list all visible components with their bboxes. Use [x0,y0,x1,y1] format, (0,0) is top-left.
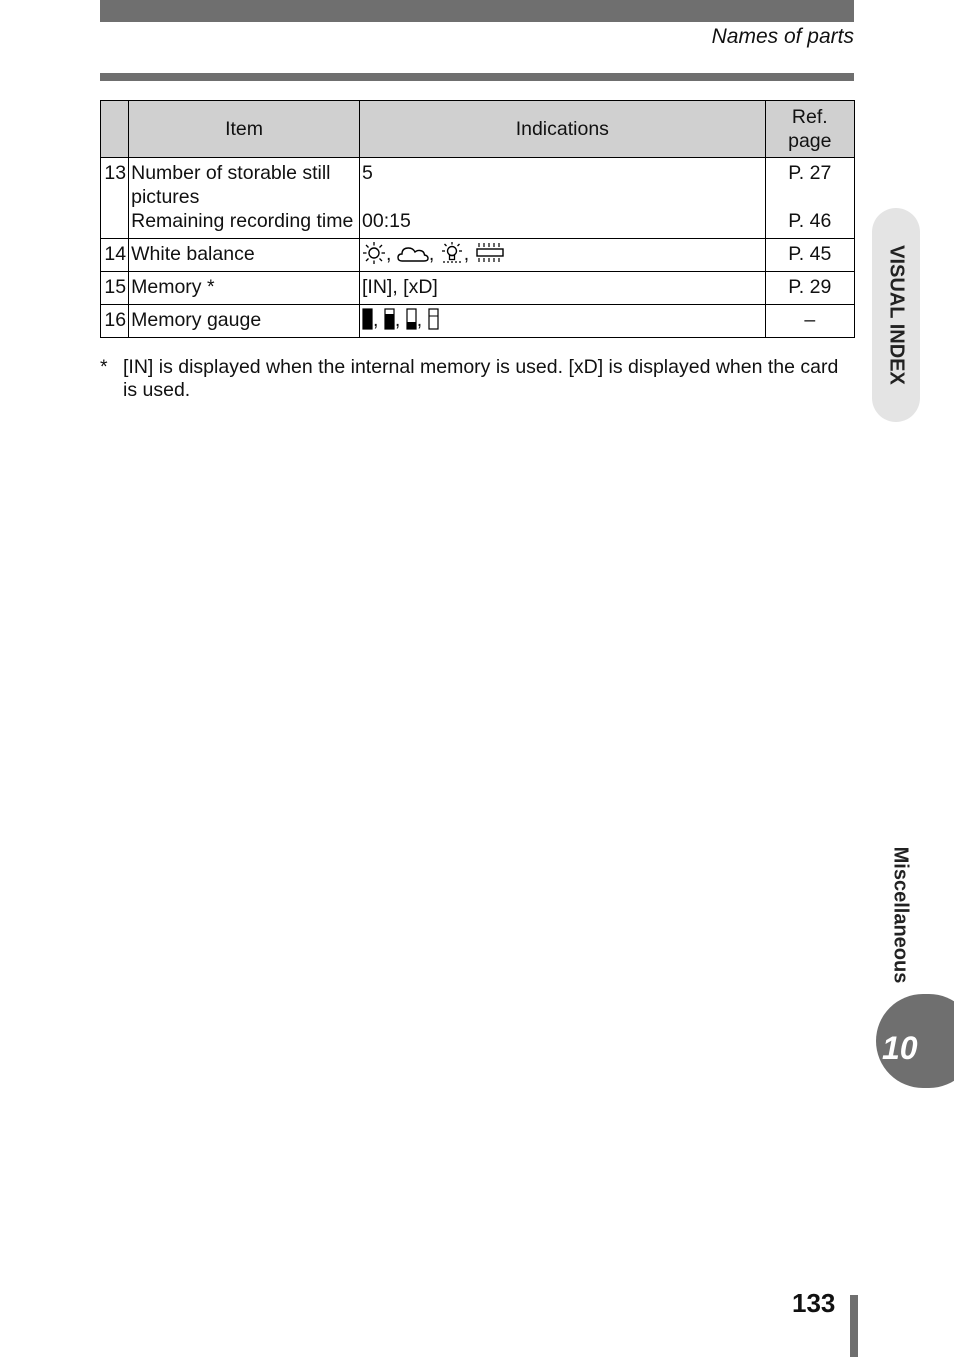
indication-line: 5 [362,162,373,184]
col-header-ref-page-text: Ref. page [788,106,832,152]
memory-full-icon [362,308,373,330]
row-indication [360,158,766,239]
col-header-indications: Indications [360,101,766,158]
memory-empty-icon [428,308,439,330]
memory-low-icon [406,308,417,330]
row-number: 15 [101,272,129,305]
chapter-tab[interactable] [876,994,954,1088]
col-header-number [101,101,129,158]
row-indication: [IN], [xD] [360,272,766,305]
col-header-item: Item [129,101,360,158]
item-line: Remaining recording time [131,210,354,232]
table-row [101,158,855,239]
tungsten-icon [440,242,464,264]
row-indication: , , , [360,239,766,272]
fluorescent-icon [475,242,505,264]
row-number: 13 [101,158,129,239]
row-ref-page: P. 45 [765,239,854,272]
table-row [101,239,855,272]
sunny-icon [362,242,386,264]
footnote-mark: * [100,356,108,378]
row-number: 16 [101,305,129,338]
visual-index-label: VISUAL INDEX [885,245,908,385]
indication-line: 00:15 [362,210,411,232]
parts-table [100,100,855,338]
visual-index-tab[interactable] [872,208,920,422]
row-ref-page [765,158,854,239]
table-row [101,272,855,305]
row-indication: , , , [360,305,766,338]
ref-line: P. 27 [788,162,832,184]
row-ref-page: – [765,305,854,338]
miscellaneous-label: Miscellaneous [889,846,912,984]
row-number: 14 [101,239,129,272]
ref-line: P. 46 [788,210,832,232]
page-number: 133 [792,1288,836,1318]
header-rule [100,73,854,81]
item-line: Number of storable still pictures [131,162,331,208]
table-header-row [101,101,855,158]
row-item: White balance [129,239,360,272]
section-title: Names of parts [711,25,854,48]
row-item [129,158,360,239]
col-header-ref-page [765,101,854,158]
row-ref-page: P. 29 [765,272,854,305]
memory-high-icon [384,308,395,330]
page-number-bar [850,1295,858,1357]
row-item: Memory gauge [129,305,360,338]
table-row [101,305,855,338]
footnote [100,356,840,402]
footnote-text: [IN] is displayed when the internal memory is used. [xD] is displayed when the card is used. [123,356,839,401]
header-bar [100,0,854,22]
cloudy-icon [397,244,429,264]
chapter-number: 10 [882,1030,918,1066]
row-item: Memory * [129,272,360,305]
